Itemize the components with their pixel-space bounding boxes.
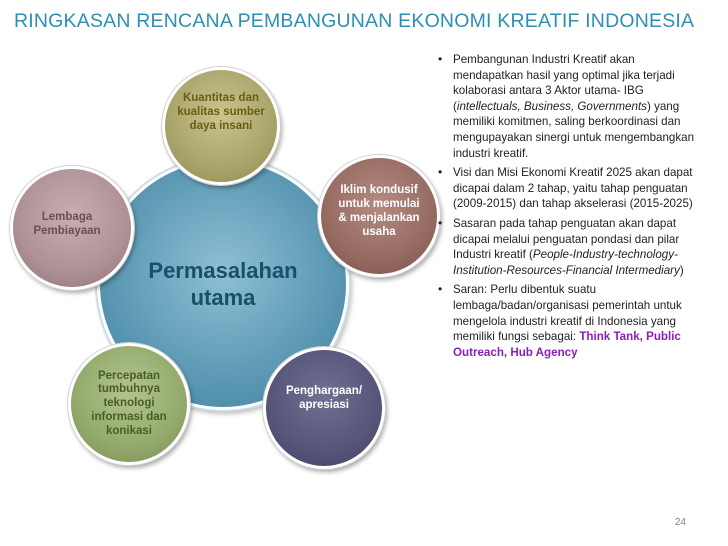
satellite-right-label: Iklim kondusif untuk memulai & menjalankan usaha	[338, 184, 420, 238]
bullet-3-italic: People-Industry-technology-Institution-Resources-Financial Intermediary	[453, 248, 680, 277]
bullet-3-text: Sasaran pada tahap penguatan akan dapat dicapai melalui penguatan pondasi dan pilar Industri kreatif (	[453, 216, 680, 262]
bullet-1-text: Pembangunan Industri Kreatif akan mendapatkan hasil yang optimal jika terjadi kolaborasi antara 3 Aktor utama- IBG (	[453, 53, 675, 113]
satellite-left-label: Lembaga Pembiayaan	[33, 211, 101, 237]
bullet-collaboration	[435, 52, 697, 161]
bullet-4-text: Saran: Perlu dibentuk suatu lembaga/badan/organisasi pemerintah untuk mengelola industri kreatif di Indonesia yang memiliki fungsi sebagai:	[453, 283, 682, 344]
bullet-1-italic: intellectuals, Business, Governments	[456, 99, 647, 113]
page-number: 24	[674, 517, 686, 528]
satellite-top-label: Kuantitas dan kualitas sumber daya insani	[177, 92, 265, 132]
bullet-2-text: Visi dan Misi Ekonomi Kreatif 2025 akan dapat dicapai dalam 2 tahap, yaitu tahap penguatan (2009-2015) dan tahap akselerasi (2015-2025)	[453, 166, 693, 211]
satellite-top	[162, 67, 280, 185]
bullet-suggestion	[435, 282, 697, 360]
satellite-bottom-right-label: Penghargaan/ apresiasi	[285, 385, 363, 411]
satellite-right	[318, 155, 440, 277]
bullet-3-text-end: )	[679, 263, 684, 277]
bullet-4-highlight: Think Tank, Public Outreach, Hub Agency	[453, 330, 681, 359]
satellite-bottom-right	[263, 347, 385, 469]
satellite-left	[10, 166, 134, 290]
bullet-vision	[435, 165, 697, 212]
bullet-target	[435, 216, 697, 278]
slide-title: RINGKASAN RENCANA PEMBANGUNAN EKONOMI KREATIF INDONESIA	[14, 10, 695, 32]
satellite-bottom-left-label: Percepatan tumbuhnya teknologi informasi dan konikasi	[91, 369, 167, 437]
bullet-list	[435, 52, 697, 364]
bullet-1-text-end: ) yang memiliki komitmen, saling berkoordinasi dan mengupayakan sinergi untuk mengembangkan industri kreatif.	[453, 99, 695, 160]
center-label: Permasalahan utama	[148, 257, 298, 310]
satellite-bottom-left	[68, 343, 190, 465]
